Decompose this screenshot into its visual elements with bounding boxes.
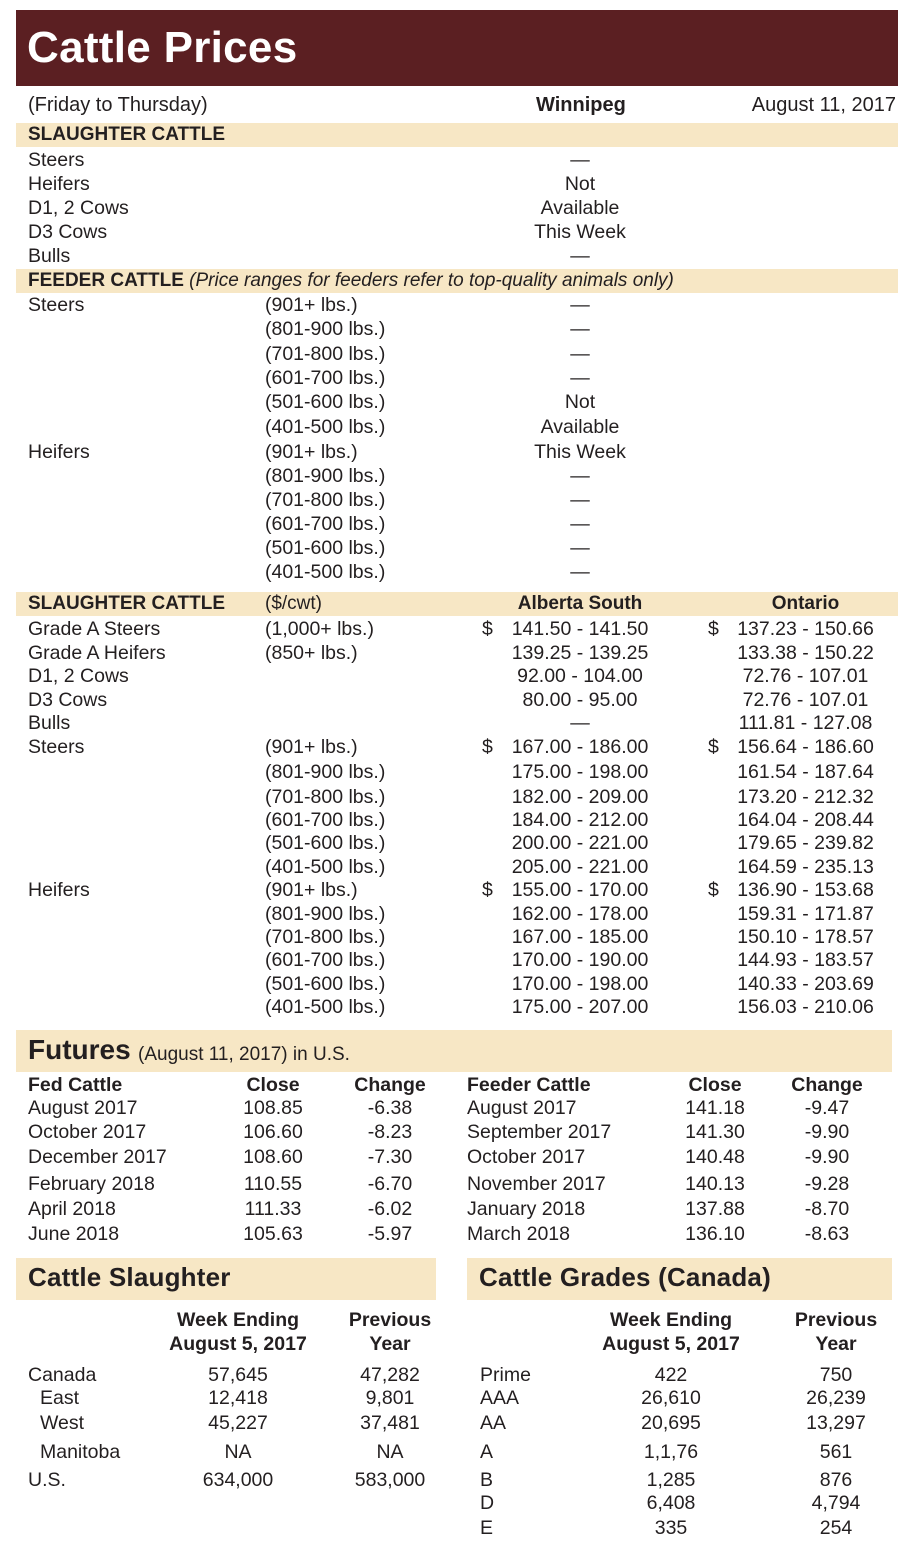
table-header [28, 1332, 448, 1357]
table-row [28, 808, 896, 832]
week-ending-header: Week Ending [176, 1309, 300, 1331]
row-value: — [570, 318, 590, 340]
report-subheader [28, 94, 896, 118]
current-week-value: 20,695 [641, 1412, 701, 1434]
table-row [28, 902, 896, 926]
column-header-alberta: Alberta South [517, 593, 643, 614]
table-row [28, 317, 896, 341]
weight-class: (401-500 lbs.) [265, 416, 386, 438]
table-header [480, 1308, 900, 1333]
table-row [28, 855, 896, 879]
previous-header: Previous [348, 1309, 432, 1331]
alberta-price-range: 162.00 - 178.00 [511, 903, 649, 925]
row-label: D [480, 1492, 495, 1514]
table-row [467, 1120, 887, 1145]
current-week-value: NA [224, 1441, 252, 1463]
table-row [28, 1468, 448, 1493]
table-row [28, 785, 896, 809]
table-row [28, 415, 896, 439]
current-week-value: 6,408 [646, 1492, 696, 1514]
table-row [28, 1197, 448, 1222]
contract-month: February 2018 [28, 1173, 155, 1195]
table-row [480, 1516, 900, 1541]
table-row [28, 735, 896, 759]
row-label: B [480, 1469, 494, 1491]
current-week-value: 634,000 [202, 1469, 274, 1491]
currency-symbol: $ [708, 618, 719, 640]
row-label: Grade A Heifers [28, 642, 166, 664]
section-label: SLAUGHTER CATTLE [28, 124, 226, 145]
ontario-price-range: 156.64 - 186.60 [737, 736, 874, 758]
current-week-value: 26,610 [641, 1387, 701, 1409]
table-row [28, 664, 896, 688]
section-label: SLAUGHTER CATTLE [28, 593, 226, 614]
table-row [28, 1440, 448, 1465]
weight-class: (601-700 lbs.) [265, 809, 386, 831]
table-row [28, 831, 896, 855]
row-label: Bulls [28, 245, 71, 267]
row-value: — [570, 245, 590, 267]
ontario-price-range: 140.33 - 203.69 [737, 973, 874, 995]
contract-month: October 2017 [28, 1121, 147, 1143]
weight-class: (701-800 lbs.) [265, 343, 386, 365]
row-label: Heifers [28, 173, 90, 195]
contract-month: June 2018 [28, 1223, 120, 1245]
table-row [28, 293, 896, 317]
row-label: E [480, 1517, 494, 1539]
row-label: East [40, 1387, 80, 1409]
price-change: -8.63 [804, 1223, 850, 1245]
winnipeg-feeder-band [16, 269, 898, 293]
report-date: August 11, 2017 [751, 94, 896, 116]
current-week-value: 1,1,76 [643, 1441, 699, 1463]
slaughter-title: Cattle Slaughter [28, 1262, 231, 1292]
contract-month: December 2017 [28, 1146, 167, 1168]
grades-title: Cattle Grades (Canada) [479, 1262, 771, 1292]
table-header [28, 1073, 448, 1098]
row-value: This Week [534, 441, 626, 463]
close-header: Close [246, 1074, 300, 1096]
table-row [28, 688, 896, 712]
change-header: Change [791, 1074, 863, 1096]
alberta-price-range: 175.00 - 198.00 [511, 761, 649, 783]
table-row [28, 972, 896, 996]
row-label: Heifers [28, 879, 90, 901]
ontario-price-range: 161.54 - 187.64 [737, 761, 874, 783]
contract-month: August 2017 [467, 1097, 577, 1119]
row-value: Available [540, 416, 620, 438]
weight-class: (601-700 lbs.) [265, 367, 386, 389]
close-price: 108.85 [243, 1097, 303, 1119]
price-change: -7.30 [367, 1146, 413, 1168]
row-label: West [40, 1412, 85, 1434]
previous-year-value: 4,794 [811, 1492, 861, 1514]
row-label: Grade A Steers [28, 618, 161, 640]
currency-symbol: $ [482, 879, 493, 901]
change-header: Change [354, 1074, 426, 1096]
table-row [467, 1222, 887, 1247]
year-header: Year [815, 1333, 857, 1355]
currency-symbol: $ [708, 879, 719, 901]
contract-month: April 2018 [28, 1198, 116, 1220]
contract-month: August 2017 [28, 1097, 138, 1119]
contract-header: Feeder Cattle [467, 1074, 591, 1096]
row-label: D3 Cows [28, 689, 108, 711]
row-value: — [570, 537, 590, 559]
ontario-price-range: 72.76 - 107.01 [742, 665, 869, 687]
table-row [480, 1386, 900, 1411]
currency-symbol: $ [708, 736, 719, 758]
alberta-price-range: 170.00 - 190.00 [511, 949, 649, 971]
page-title: Cattle Prices [27, 23, 298, 72]
table-row [480, 1411, 900, 1436]
table-row [467, 1172, 887, 1197]
row-value: — [570, 489, 590, 511]
row-label: Manitoba [40, 1441, 121, 1463]
ontario-price-range: 72.76 - 107.01 [742, 689, 869, 711]
close-price: 105.63 [243, 1223, 303, 1245]
table-row [28, 512, 896, 536]
row-label: AAA [480, 1387, 520, 1409]
table-row [28, 1145, 448, 1170]
price-change: -8.23 [367, 1121, 413, 1143]
row-value: — [570, 561, 590, 583]
row-label: A [480, 1441, 494, 1463]
weight-class: (501-600 lbs.) [265, 391, 386, 413]
price-change: -5.97 [367, 1223, 413, 1245]
close-price: 111.33 [244, 1198, 302, 1220]
table-row [28, 617, 896, 641]
weight-class: (901+ lbs.) [265, 441, 358, 463]
alberta-price-range: 200.00 - 221.00 [511, 832, 649, 854]
table-row [28, 1120, 448, 1145]
futures-subtitle: (August 11, 2017) in U.S. [138, 1044, 350, 1065]
table-row [28, 390, 896, 414]
weight-class: (601-700 lbs.) [265, 513, 386, 535]
alberta-price-range: 175.00 - 207.00 [511, 996, 649, 1018]
alberta-price-range: 205.00 - 221.00 [511, 856, 649, 878]
futures-title: Futures [28, 1034, 131, 1065]
weight-class: (501-600 lbs.) [265, 832, 386, 854]
period-label: (Friday to Thursday) [28, 94, 208, 116]
table-row [28, 560, 896, 584]
row-label: Heifers [28, 441, 90, 463]
close-price: 106.60 [243, 1121, 303, 1143]
contract-header: Fed Cattle [28, 1074, 123, 1096]
previous-year-value: NA [376, 1441, 404, 1463]
table-row [28, 488, 896, 512]
contract-month: January 2018 [467, 1198, 586, 1220]
grades-header [467, 1258, 892, 1300]
table-row [28, 760, 896, 784]
table-row [28, 536, 896, 560]
table-row [28, 1363, 448, 1388]
section-label [28, 269, 674, 293]
winnipeg-slaughter-band [16, 123, 898, 147]
previous-year-value: 47,282 [360, 1364, 420, 1386]
previous-year-value: 750 [819, 1364, 853, 1386]
previous-header: Previous [794, 1309, 878, 1331]
alberta-price-range: 184.00 - 212.00 [511, 809, 649, 831]
ontario-price-range: 150.10 - 178.57 [737, 926, 874, 948]
close-header: Close [688, 1074, 742, 1096]
table-row [28, 1096, 448, 1121]
table-header [480, 1332, 900, 1357]
alberta-price-range: 167.00 - 186.00 [511, 736, 649, 758]
price-change: -9.90 [804, 1121, 850, 1143]
weight-class: (601-700 lbs.) [265, 949, 386, 971]
current-week-value: 45,227 [208, 1412, 268, 1434]
weight-class: (401-500 lbs.) [265, 996, 386, 1018]
location-label: Winnipeg [536, 94, 626, 116]
weight-class: (501-600 lbs.) [265, 537, 386, 559]
weight-class: (701-800 lbs.) [265, 489, 386, 511]
price-change: -9.90 [804, 1146, 850, 1168]
week-date-header: August 5, 2017 [602, 1333, 740, 1355]
row-label: Steers [28, 149, 85, 171]
row-value: — [570, 367, 590, 389]
row-label: D1, 2 Cows [28, 665, 129, 687]
row-value: — [570, 465, 590, 487]
row-value: Available [540, 197, 620, 219]
row-label: Bulls [28, 712, 71, 734]
current-week-value: 1,285 [646, 1469, 696, 1491]
feeder-band-label: FEEDER CATTLE [28, 270, 184, 291]
alberta-price-range: — [570, 712, 590, 734]
previous-year-value: 876 [819, 1469, 853, 1491]
contract-month: September 2017 [467, 1121, 612, 1143]
close-price: 141.30 [685, 1121, 745, 1143]
close-price: 140.13 [685, 1173, 745, 1195]
close-price: 141.18 [685, 1097, 745, 1119]
row-label: Canada [28, 1364, 97, 1386]
previous-year-value: 561 [819, 1441, 853, 1463]
weight-class: (901+ lbs.) [265, 879, 358, 901]
current-week-value: 57,645 [208, 1364, 268, 1386]
ontario-price-range: 164.59 - 235.13 [737, 856, 874, 878]
row-label: Steers [28, 294, 85, 316]
table-row [28, 440, 896, 464]
close-price: 108.60 [243, 1146, 303, 1168]
weight-class: (401-500 lbs.) [265, 561, 386, 583]
previous-year-value: 9,801 [365, 1387, 415, 1409]
weight-class: (701-800 lbs.) [265, 786, 386, 808]
year-header: Year [369, 1333, 411, 1355]
table-row [28, 1172, 448, 1197]
weight-class: (501-600 lbs.) [265, 973, 386, 995]
week-date-header: August 5, 2017 [169, 1333, 307, 1355]
table-row [28, 948, 896, 972]
currency-symbol: $ [482, 736, 493, 758]
alberta-price-range: 139.25 - 139.25 [511, 642, 649, 664]
regional-band [16, 592, 898, 616]
table-row [480, 1440, 900, 1465]
close-price: 137.88 [685, 1198, 745, 1220]
alberta-price-range: 182.00 - 209.00 [511, 786, 649, 808]
table-row [467, 1197, 887, 1222]
title-banner [16, 10, 898, 86]
previous-year-value: 583,000 [354, 1469, 426, 1491]
currency-symbol: $ [482, 618, 493, 640]
weight-class: (901+ lbs.) [265, 294, 358, 316]
table-row [28, 641, 896, 665]
row-label: Steers [28, 736, 85, 758]
weight-class: (801-900 lbs.) [265, 761, 386, 783]
row-value: — [570, 149, 590, 171]
table-row [28, 366, 896, 390]
table-row [28, 1386, 448, 1411]
row-value: — [570, 343, 590, 365]
row-label: AA [480, 1412, 507, 1434]
close-price: 136.10 [685, 1223, 745, 1245]
alberta-price-range: 167.00 - 185.00 [511, 926, 649, 948]
row-value: This Week [534, 221, 626, 243]
futures-header [16, 1030, 892, 1072]
column-header-ontario: Ontario [771, 593, 840, 614]
row-label: D1, 2 Cows [28, 197, 129, 219]
table-row [28, 244, 896, 268]
ontario-price-range: 136.90 - 153.68 [737, 879, 874, 901]
weight-class: (901+ lbs.) [265, 736, 358, 758]
table-row [480, 1363, 900, 1388]
slaughter-header [16, 1258, 436, 1300]
table-row [28, 1222, 448, 1247]
weight-class: (701-800 lbs.) [265, 926, 386, 948]
table-row [28, 196, 896, 220]
alberta-price-range: 155.00 - 170.00 [511, 879, 649, 901]
row-label: U.S. [28, 1469, 66, 1491]
row-value: Not [564, 173, 596, 195]
ontario-price-range: 159.31 - 171.87 [737, 903, 874, 925]
previous-year-value: 13,297 [806, 1412, 866, 1434]
table-row [28, 464, 896, 488]
table-row [28, 995, 896, 1019]
ontario-price-range: 137.23 - 150.66 [737, 618, 874, 640]
weight-class: (801-900 lbs.) [265, 318, 386, 340]
weight-class: (801-900 lbs.) [265, 465, 386, 487]
ontario-price-range: 111.81 - 127.08 [738, 712, 873, 734]
table-row [28, 148, 896, 172]
weight-class: (1,000+ lbs.) [265, 618, 374, 640]
weight-class: (801-900 lbs.) [265, 903, 386, 925]
price-change: -6.38 [367, 1097, 413, 1119]
previous-year-value: 37,481 [360, 1412, 420, 1434]
contract-month: March 2018 [467, 1223, 570, 1245]
previous-year-value: 254 [819, 1517, 853, 1539]
current-week-value: 422 [654, 1364, 688, 1386]
week-ending-header: Week Ending [609, 1309, 733, 1331]
alberta-price-range: 170.00 - 198.00 [511, 973, 649, 995]
price-change: -9.28 [804, 1173, 850, 1195]
unit-label: ($/cwt) [265, 593, 322, 614]
row-value: — [570, 513, 590, 535]
weight-class: (401-500 lbs.) [265, 856, 386, 878]
feeder-band-note: (Price ranges for feeders refer to top-quality animals only) [189, 270, 674, 291]
price-change: -6.70 [367, 1173, 413, 1195]
table-row [28, 1411, 448, 1436]
table-header [467, 1073, 887, 1098]
contract-month: November 2017 [467, 1173, 606, 1195]
ontario-price-range: 144.93 - 183.57 [737, 949, 874, 971]
row-value: — [570, 294, 590, 316]
close-price: 110.55 [243, 1173, 303, 1195]
current-week-value: 335 [654, 1517, 688, 1539]
row-value: Not [564, 391, 596, 413]
price-change: -9.47 [804, 1097, 850, 1119]
table-row [467, 1145, 887, 1170]
alberta-price-range: 80.00 - 95.00 [522, 689, 638, 711]
table-row [28, 711, 896, 735]
row-label: Prime [480, 1364, 531, 1386]
table-row [28, 878, 896, 902]
close-price: 140.48 [685, 1146, 745, 1168]
row-label: D3 Cows [28, 221, 108, 243]
table-row [467, 1096, 887, 1121]
alberta-price-range: 141.50 - 141.50 [511, 618, 649, 640]
contract-month: October 2017 [467, 1146, 586, 1168]
table-row [28, 342, 896, 366]
ontario-price-range: 179.65 - 239.82 [737, 832, 874, 854]
table-row [28, 220, 896, 244]
ontario-price-range: 133.38 - 150.22 [737, 642, 874, 664]
current-week-value: 12,418 [208, 1387, 268, 1409]
table-row [28, 925, 896, 949]
ontario-price-range: 173.20 - 212.32 [737, 786, 874, 808]
price-change: -8.70 [804, 1198, 850, 1220]
alberta-price-range: 92.00 - 104.00 [517, 665, 643, 687]
previous-year-value: 26,239 [806, 1387, 866, 1409]
table-row [480, 1491, 900, 1516]
ontario-price-range: 164.04 - 208.44 [737, 809, 874, 831]
ontario-price-range: 156.03 - 210.06 [737, 996, 874, 1018]
price-change: -6.02 [367, 1198, 413, 1220]
weight-class: (850+ lbs.) [265, 642, 358, 664]
table-header [28, 1308, 448, 1333]
table-row [480, 1468, 900, 1493]
table-row [28, 172, 896, 196]
